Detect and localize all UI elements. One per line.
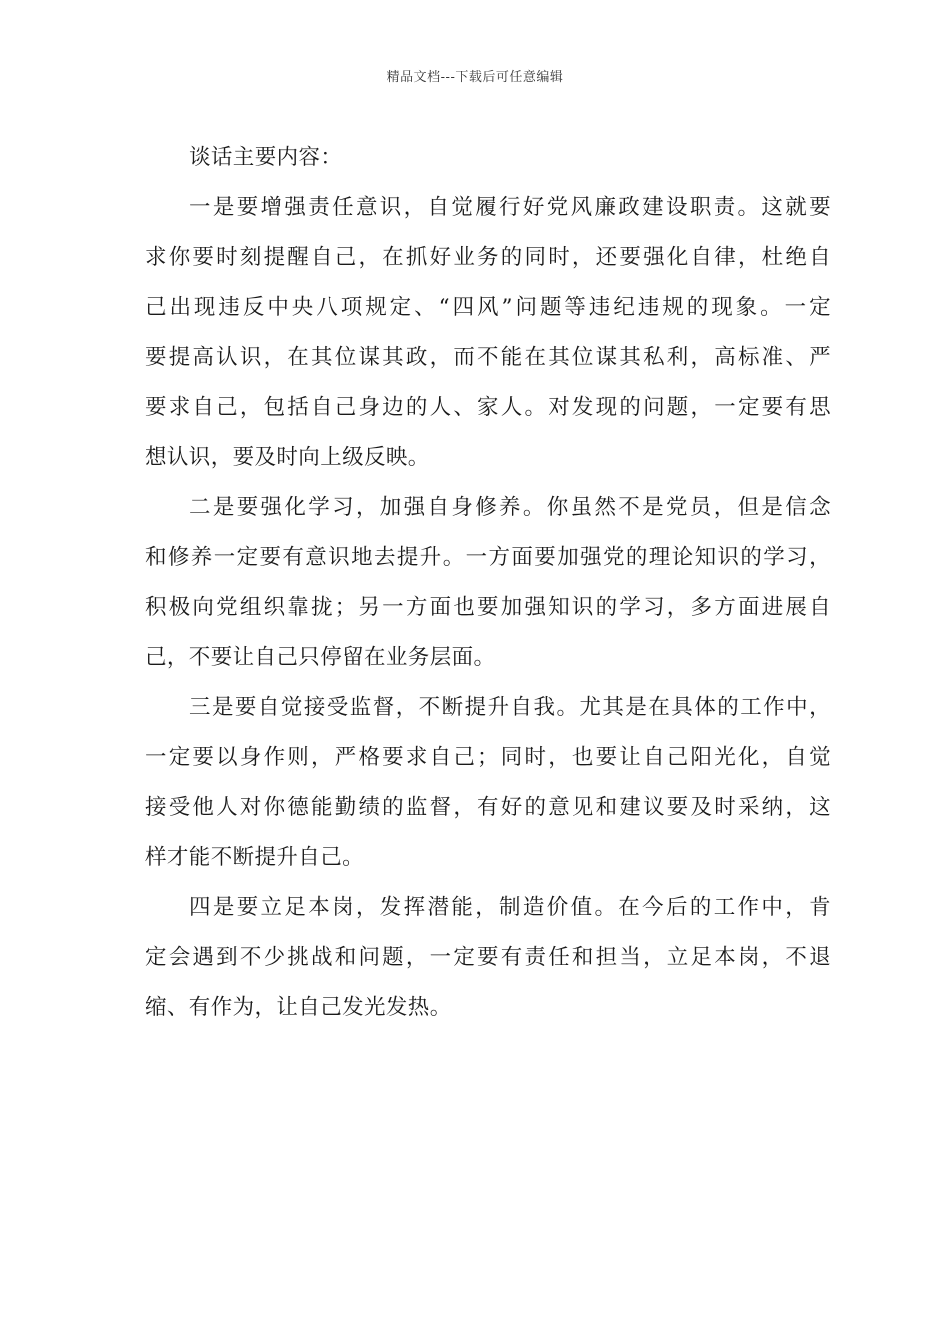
paragraph-3-line: 样才能不断提升自己。 bbox=[145, 845, 365, 870]
paragraph-1-line: 己出现违反中央八项规定、“四风”问题等违纪违规的现象。一定 bbox=[145, 295, 831, 320]
paragraph-1-line: 要求自己，包括自己身边的人、家人。对发现的问题，一定要有思 bbox=[145, 395, 831, 420]
paragraph-4-line: 四是要立足本岗，发挥潜能，制造价值。在今后的工作中，肯 bbox=[189, 895, 831, 920]
paragraph-3-line: 一定要以身作则，严格要求自己；同时，也要让自己阳光化，自觉 bbox=[145, 745, 831, 770]
paragraph-1-line: 求你要时刻提醒自己，在抓好业务的同时，还要强化自律，杜绝自 bbox=[145, 245, 831, 270]
paragraph-1-line: 一是要增强责任意识，自觉履行好党风廉政建设职责。这就要 bbox=[189, 195, 831, 220]
paragraph-3-line: 三是要自觉接受监督，不断提升自我。尤其是在具体的工作中， bbox=[189, 695, 831, 720]
paragraph-2-line: 己，不要让自己只停留在业务层面。 bbox=[145, 645, 496, 670]
paragraph-4-line: 定会遇到不少挑战和问题，一定要有责任和担当，立足本岗，不退 bbox=[145, 945, 831, 970]
paragraph-1-line: 想认识，要及时向上级反映。 bbox=[145, 445, 430, 470]
paragraph-2-line: 积极向党组织靠拢；另一方面也要加强知识的学习，多方面进展自 bbox=[145, 595, 831, 620]
paragraph-2-line: 和修养一定要有意识地去提升。一方面要加强党的理论知识的学习， bbox=[145, 545, 831, 570]
paragraph-2-line: 二是要强化学习，加强自身修养。你虽然不是党员，但是信念 bbox=[189, 495, 831, 520]
paragraph-1-line: 要提高认识，在其位谋其政，而不能在其位谋其私利，高标准、严 bbox=[145, 345, 831, 370]
document-body bbox=[145, 133, 831, 1033]
page-header: 精品文档---下载后可任意编辑 bbox=[386, 70, 564, 85]
section-heading: 谈话主要内容： bbox=[189, 145, 343, 170]
paragraph-3-line: 接受他人对你德能勤绩的监督，有好的意见和建议要及时采纳，这 bbox=[145, 795, 831, 820]
paragraph-4-line: 缩、有作为，让自己发光发热。 bbox=[145, 995, 452, 1020]
